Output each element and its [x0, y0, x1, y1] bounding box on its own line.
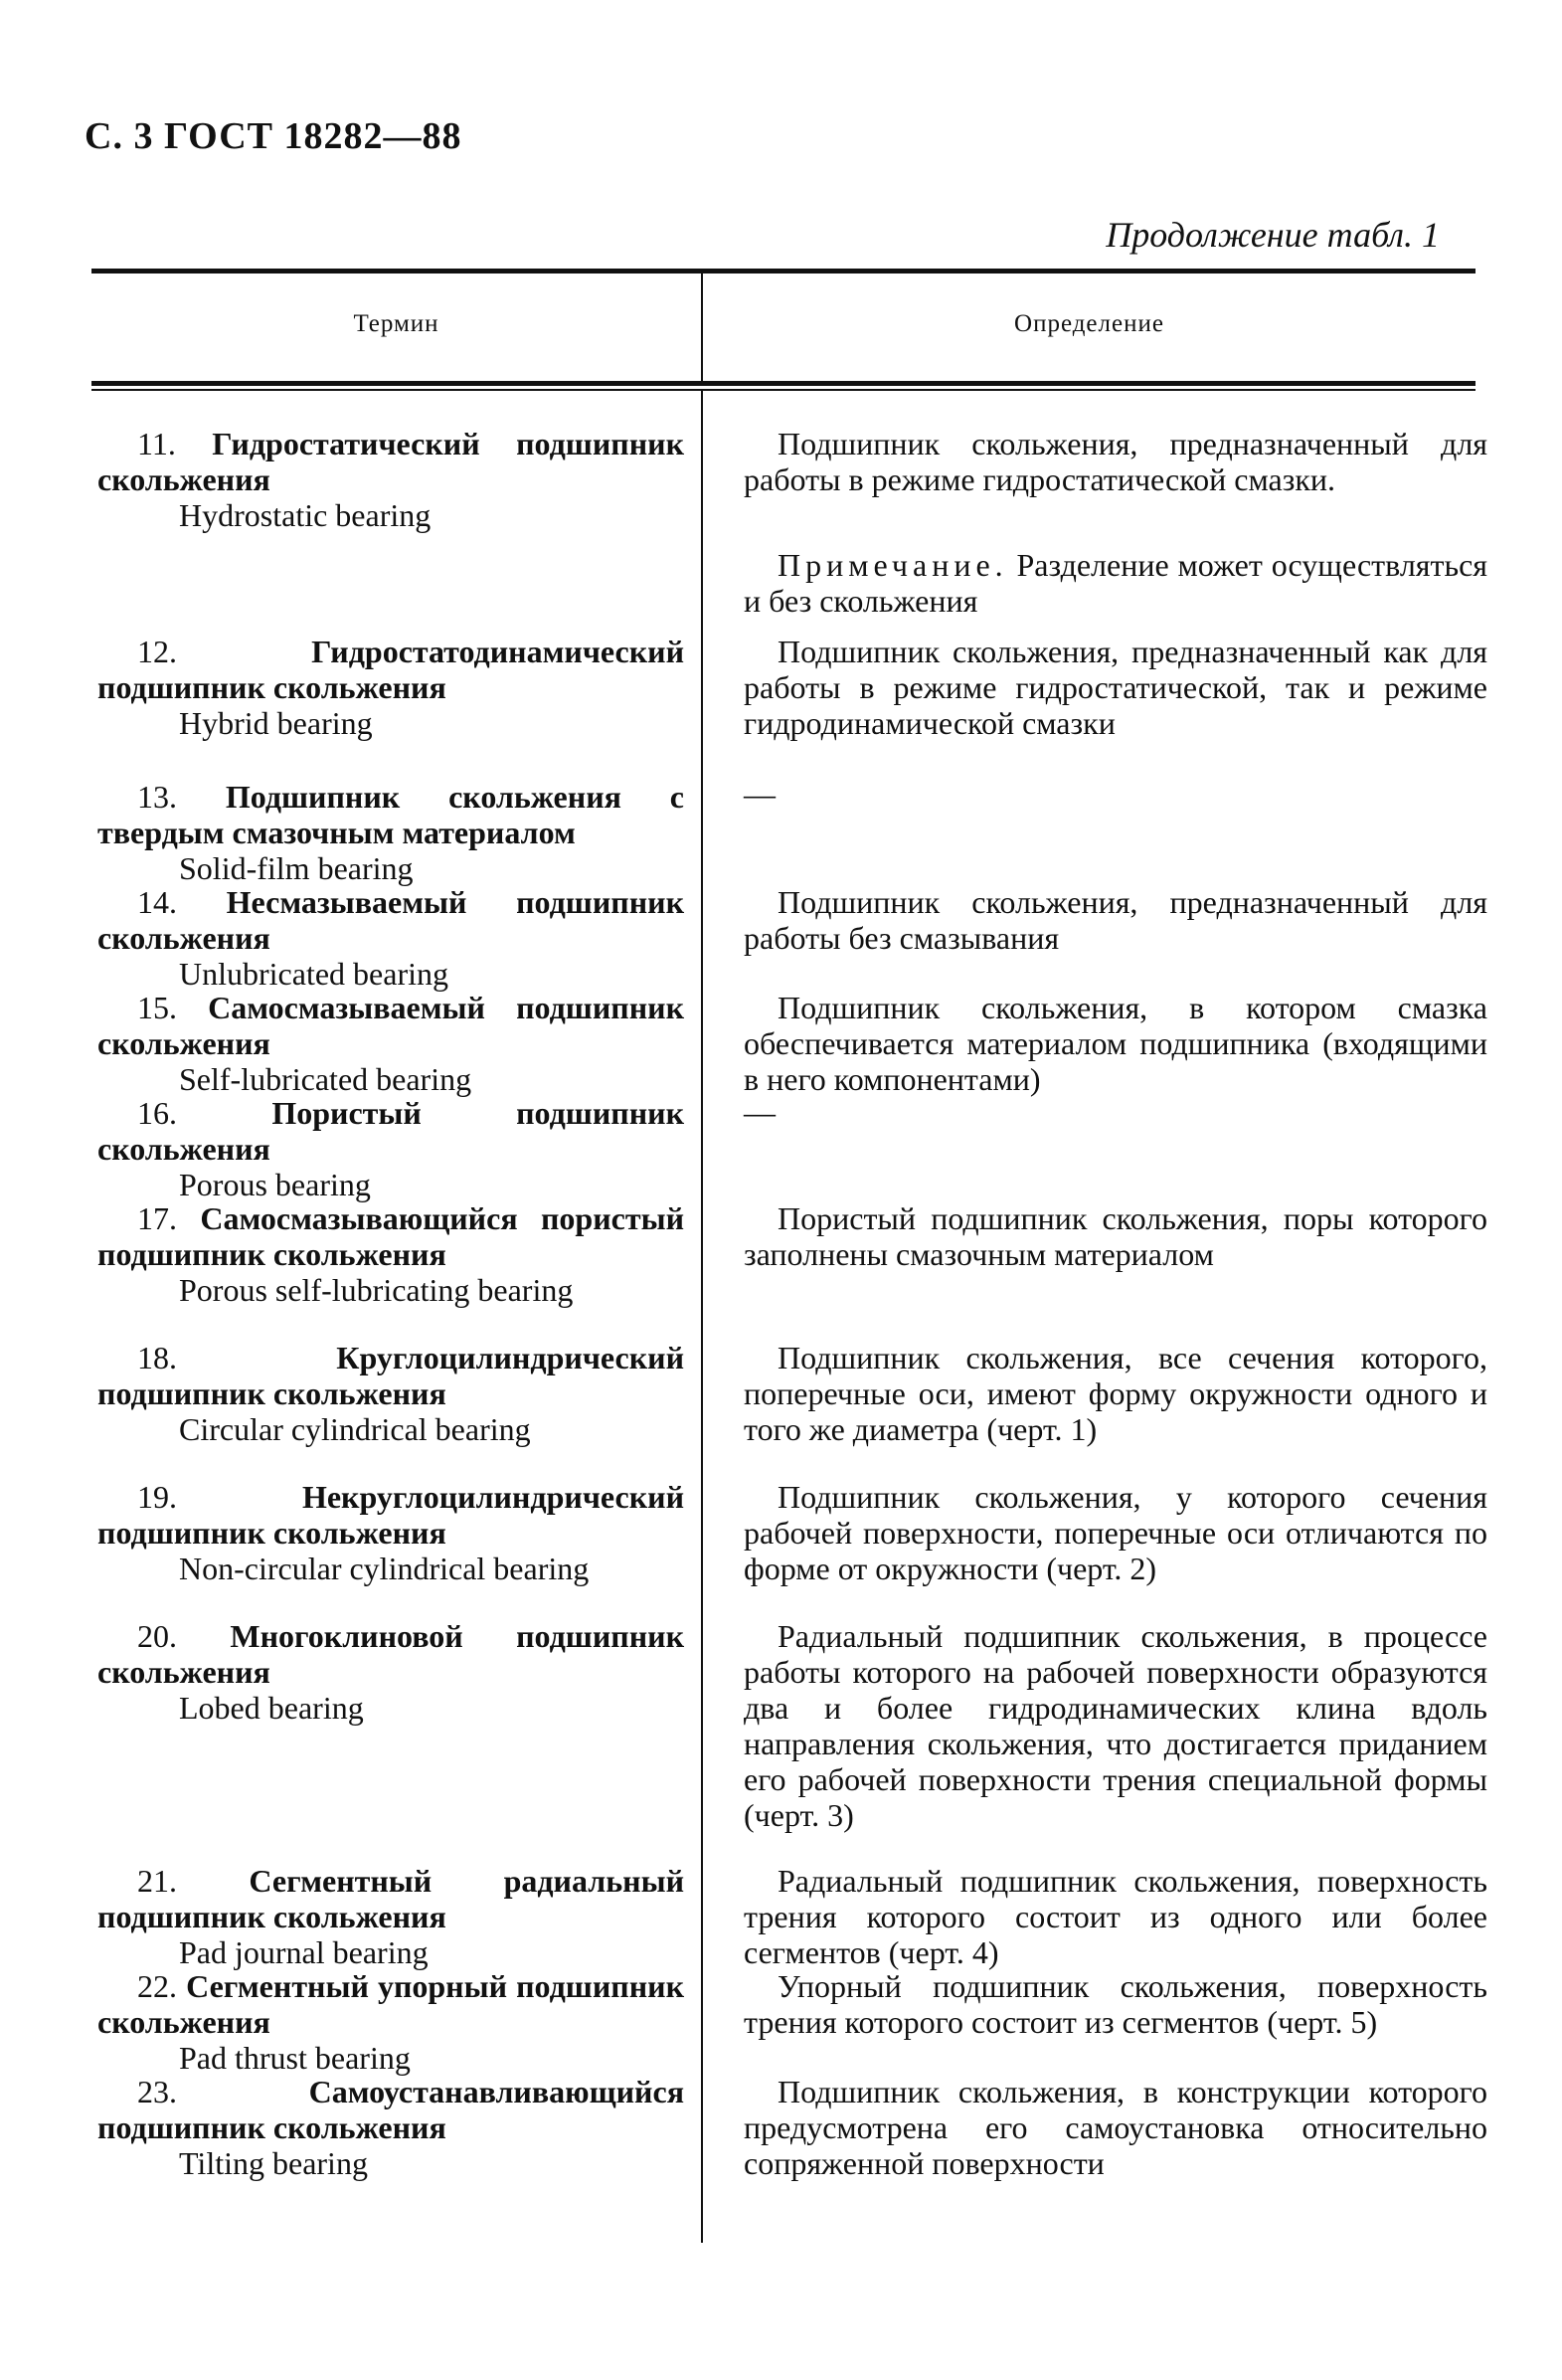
term-english: Circular cylindrical bearing — [179, 1411, 531, 1447]
term-english: Lobed bearing — [179, 1690, 364, 1726]
column-header-term: Термин — [353, 310, 439, 337]
header-bottom-rule-thin — [91, 389, 1475, 391]
page-header: С. 3 ГОСТ 18282—88 — [85, 115, 462, 157]
term-entry-19 — [97, 1479, 684, 1586]
term-english: Non-circular cylindrical bearing — [179, 1551, 590, 1586]
header-bottom-rule — [91, 381, 1475, 386]
term-name: Многоклиновой подшипник скольжения — [97, 1618, 684, 1690]
column-divider-top — [701, 274, 703, 381]
term-entry-13 — [97, 779, 684, 886]
term-name: Самосмазываемый подшипник скольжения — [97, 990, 684, 1061]
term-english: Tilting bearing — [179, 2145, 368, 2181]
term-name: Сегментный упорный подшипник скольжения — [97, 1968, 685, 2040]
note-11 — [744, 547, 1487, 619]
definition-18: Подшипник скольжения, все сечения которого, поперечные оси, имеют форму окружности одного и того же диаметра (черт. 1) — [744, 1340, 1487, 1447]
definition-14: Подшипник скольжения, предназначенный для работы без смазывания — [744, 884, 1487, 956]
definition-11: Подшипник скольжения, предназначенный для работы в режиме гидростатической смазки. — [744, 426, 1487, 497]
definition-12: Подшипник скольжения, предназначенный как для работы в режиме гидростатической, так и режиме гидродинамической смазки — [744, 634, 1487, 741]
definition-21: Радиальный подшипник скольжения, поверхность трения которого состоит из одного или более сегментов (черт. 4) — [744, 1863, 1487, 1970]
definition-17: Пористый подшипник скольжения, поры которого заполнены смазочным материалом — [744, 1200, 1487, 1272]
term-english: Porous bearing — [179, 1167, 371, 1202]
term-number: 13. — [137, 779, 177, 815]
term-english: Porous self-lubricating bearing — [179, 1272, 574, 1308]
column-header-definition: Определение — [1014, 310, 1164, 337]
term-entry-22 — [97, 1968, 684, 2076]
table-top-rule — [91, 269, 1475, 274]
term-number: 20. — [137, 1618, 177, 1654]
term-english: Pad thrust bearing — [179, 2040, 411, 2076]
term-name: Самоустанавливающийся подшипник скольжения — [97, 2074, 684, 2145]
term-name: Несмазываемый подшипник скольжения — [97, 884, 684, 956]
term-number: 18. — [137, 1340, 177, 1375]
term-number: 23. — [137, 2074, 177, 2109]
term-name: Гидростатический подшипник скольжения — [97, 426, 685, 497]
definition-15: Подшипник скольжения, в котором смазка обеспечивается материалом подшипника (входящими в него компонентами) — [744, 990, 1487, 1097]
term-number: 14. — [137, 884, 177, 920]
term-name: Некруглоцилиндрический подшипник скольжения — [97, 1479, 684, 1551]
note-text: Разделение может осуществляться и без скольжения — [744, 547, 1487, 619]
term-number: 19. — [137, 1479, 177, 1515]
term-number: 11. — [137, 426, 176, 461]
term-english: Hydrostatic bearing — [179, 497, 432, 533]
column-divider — [701, 391, 703, 2243]
term-entry-17 — [97, 1200, 684, 1308]
table-continuation-label: Продолжение табл. 1 — [1106, 215, 1440, 255]
term-english: Self-lubricated bearing — [179, 1061, 472, 1097]
definition-13: — — [744, 776, 776, 812]
definition-23: Подшипник скольжения, в конструкции которого предусмотрена его самоустановка относительно сопряженной поверхности — [744, 2074, 1487, 2181]
term-number: 21. — [137, 1863, 177, 1899]
definition-20: Радиальный подшипник скольжения, в процессе работы которого на рабочей поверхности образуются два и более гидродинамических клина вдоль направления скольжения, что достигается приданием его рабочей поверхности трения специальной формы (черт. 3) — [744, 1618, 1487, 1833]
term-name: Подшипник скольжения с твердым смазочным материалом — [97, 779, 685, 850]
term-entry-23 — [97, 2074, 684, 2181]
term-english: Pad journal bearing — [179, 1934, 429, 1970]
definition-16: — — [744, 1094, 776, 1130]
term-number: 15. — [137, 990, 177, 1025]
definition-19: Подшипник скольжения, у которого сечения рабочей поверхности, поперечные оси отличаются по форме от окружности (черт. 2) — [744, 1479, 1487, 1586]
term-english: Solid-film bearing — [179, 850, 414, 886]
term-english: Hybrid bearing — [179, 705, 373, 741]
term-number: 16. — [137, 1095, 177, 1131]
term-name: Пористый подшипник скольжения — [97, 1095, 684, 1167]
note-label: Примечание. — [778, 547, 1008, 583]
term-number: 22. — [137, 1968, 177, 2004]
term-name: Сегментный радиальный подшипник скольжения — [97, 1863, 685, 1934]
term-entry-16 — [97, 1095, 684, 1202]
term-entry-20 — [97, 1618, 684, 1726]
term-entry-15 — [97, 990, 684, 1097]
term-entry-11 — [97, 426, 684, 533]
term-entry-21 — [97, 1863, 684, 1970]
definition-22: Упорный подшипник скольжения, поверхность трения которого состоит из сегментов (черт. 5) — [744, 1968, 1487, 2040]
term-entry-14 — [97, 884, 684, 992]
term-entry-12 — [97, 634, 684, 741]
term-name: Гидростатодинамический подшипник скольжения — [97, 634, 684, 705]
term-english: Unlubricated bearing — [179, 956, 448, 992]
term-name: Круглоцилиндрический подшипник скольжения — [97, 1340, 684, 1411]
term-name: Самосмазывающийся пористый подшипник скольжения — [97, 1200, 685, 1272]
term-entry-18 — [97, 1340, 684, 1447]
term-number: 17. — [137, 1200, 177, 1236]
term-number: 12. — [137, 634, 177, 669]
